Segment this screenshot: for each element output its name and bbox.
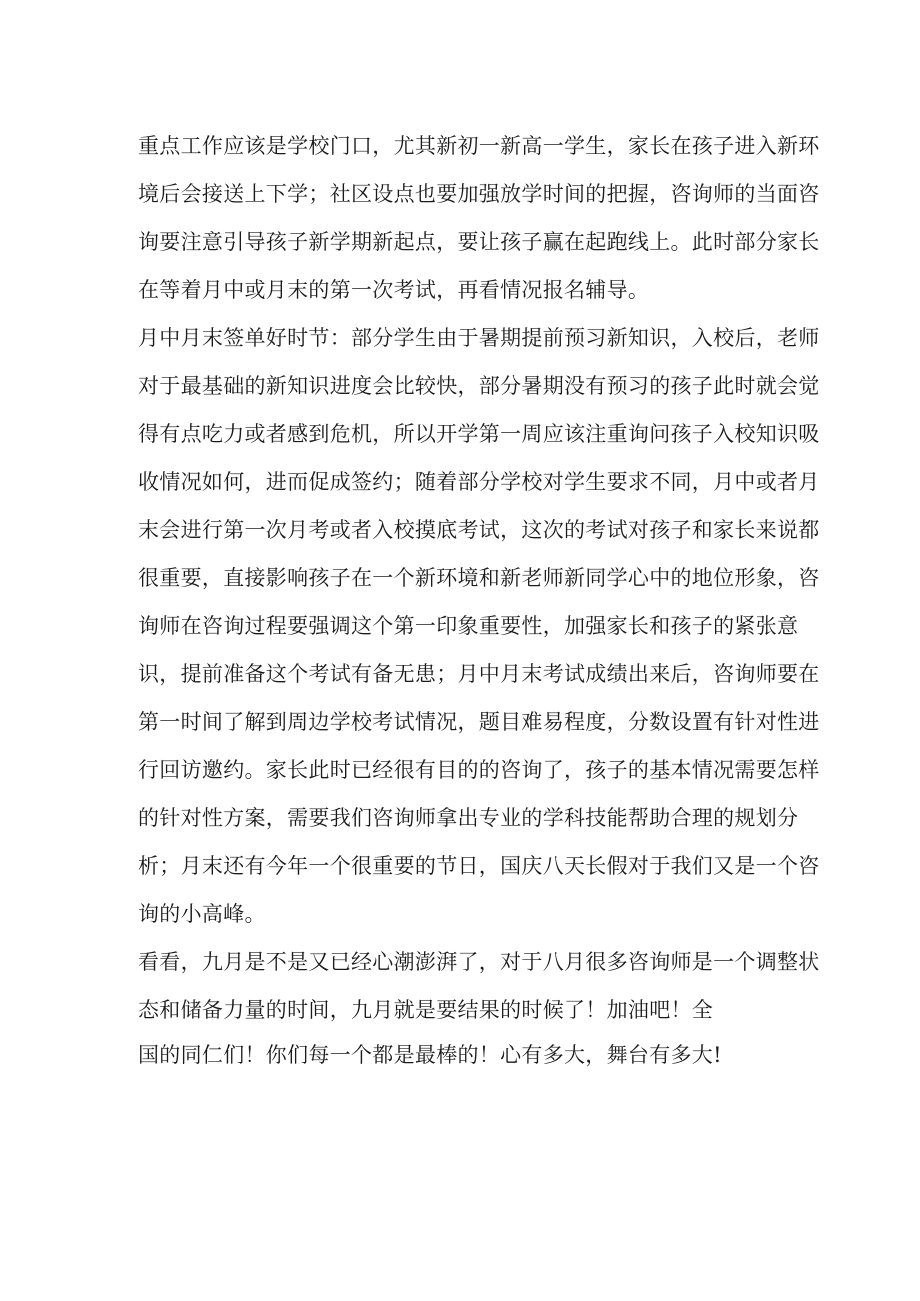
- text-line: 国的同仁们！你们每一个都是最棒的！心有多大，舞台有多大!: [138, 1043, 722, 1067]
- text-line: 析；月末还有今年一个很重要的节日，国庆八天长假对于我们又是一个咨: [138, 854, 820, 878]
- text-line: 得有点吃力或者感到危机，所以开学第一周应该注重询问孩子入校知识吸: [138, 422, 820, 446]
- text-line: 询的小高峰。: [138, 902, 266, 926]
- text-line: 行回访邀约。家长此时已经很有目的的咨询了，孩子的基本情况需要怎样: [138, 758, 820, 782]
- text-line: 看看，九月是不是又已经心潮澎湃了，对于八月很多咨询师是一个调整状: [138, 950, 820, 974]
- text-line: 收情况如何，进而促成签约；随着部分学校对学生要求不同，月中或者月: [138, 470, 820, 494]
- text-line: 态和储备力量的时间，九月就是要结果的时候了！加油吧！全: [138, 998, 714, 1022]
- text-line: 询师在咨询过程要强调这个第一印象重要性，加强家长和孩子的紧张意: [138, 614, 799, 638]
- text-line: 重点工作应该是学校门口，尤其新初一新高一学生，家长在孩子进入新环: [138, 134, 820, 158]
- text-line: 询要注意引导孩子新学期新起点，要让孩子赢在起跑线上。此时部分家长: [138, 230, 820, 254]
- text-line: 的针对性方案，需要我们咨询师拿出专业的学科技能帮助合理的规划分: [138, 806, 799, 830]
- text-line: 在等着月中或月末的第一次考试，再看情况报名辅导。: [138, 278, 650, 302]
- document-body: [138, 126, 820, 1072]
- text-line: 第一时间了解到周边学校考试情况，题目难易程度，分数设置有针对性进: [138, 710, 820, 734]
- text-line: 很重要，直接影响孩子在一个新环境和新老师新同学心中的地位形象，咨: [138, 566, 820, 590]
- text-line: 识，提前准备这个考试有备无患；月中月末考试成绩出来后，咨询师要在: [138, 662, 820, 686]
- text-line: 月中月末签单好时节：部分学生由于暑期提前预习新知识，入校后，老师: [138, 326, 820, 350]
- text-line: 对于最基础的新知识进度会比较快，部分暑期没有预习的孩子此时就会觉: [138, 374, 820, 398]
- text-line: 境后会接送上下学；社区设点也要加强放学时间的把握，咨询师的当面咨: [138, 182, 820, 206]
- text-line: 末会进行第一次月考或者入校摸底考试，这次的考试对孩子和家长来说都: [138, 518, 820, 542]
